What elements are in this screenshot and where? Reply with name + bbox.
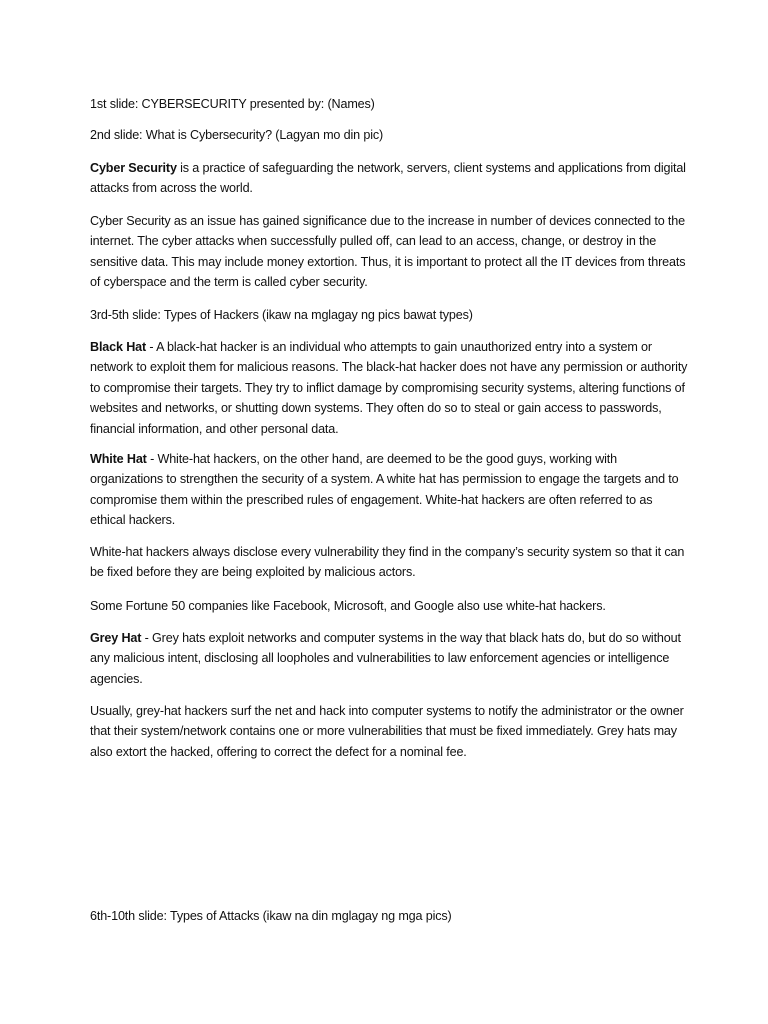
grey-hat-text: - Grey hats exploit networks and computer systems in the way that black hats do, but do so without any malicious intent, disclosing all loopholes and vulnerabilities to law enforcement agencies or intelligence agencies. — [90, 631, 681, 686]
cyber-security-definition — [90, 158, 690, 199]
black-hat-paragraph — [90, 337, 690, 439]
cyber-security-significance: Cyber Security as an issue has gained significance due to the increase in number of devices connected to the internet. The cyber attacks when successfully pulled off, can lead to an access, change, or destroy in the sensitive data. This may include money extortion. Thus, it is important to protect all the IT devices from threats of cyberspace and the term is called cyber security. — [90, 214, 686, 290]
term-black-hat: Black Hat — [90, 340, 147, 354]
fortune-50-note: Some Fortune 50 companies like Facebook, Microsoft, and Google also use white-hat hackers. — [90, 599, 606, 613]
white-hat-disclosure: White-hat hackers always disclose every vulnerability they find in the company’s security system so that it can be fixed before they are being exploited by malicious actors. — [90, 545, 685, 580]
slide-2-note: 2nd slide: What is Cybersecurity? (Lagyan mo din pic) — [90, 128, 384, 142]
white-hat-text: - White-hat hackers, on the other hand, are deemed to be the good guys, working with organizations to strengthen the security of a system. A white hat has permission to engage the targets and to compromise them within the prescribed rules of engagement. White-hat hackers are often referred to as ethical hackers. — [90, 452, 679, 528]
black-hat-text: - A black-hat hacker is an individual who attempts to gain unauthorized entry into a system or network to exploit them for malicious reasons. The black-hat hacker does not have any permission or authority to compromise their targets. They try to inflict damage by compromising security systems, altering functions of websites and networks, or shutting down systems. They often do so to steal or gain access to passwords, financial information, and other personal data. — [90, 340, 688, 436]
grey-hat-paragraph — [90, 628, 690, 689]
slide-1-note: 1st slide: CYBERSECURITY presented by: (Names) — [90, 97, 375, 111]
term-white-hat: White Hat — [90, 452, 147, 466]
slide-3-5-note: 3rd-5th slide: Types of Hackers (ikaw na mglagay ng pics bawat types) — [90, 308, 473, 322]
grey-hat-behavior: Usually, grey-hat hackers surf the net and hack into computer systems to notify the administrator or the owner that their system/network contains one or more vulnerabilities that must be fixed immediately. Grey hats may also extort the hacked, offering to correct the defect for a nominal fee. — [90, 704, 684, 759]
term-grey-hat: Grey Hat — [90, 631, 142, 645]
cyber-security-definition-text: is a practice of safeguarding the network, servers, client systems and applications from digital attacks from across the world. — [90, 161, 686, 196]
term-cyber-security: Cyber Security — [90, 161, 177, 175]
slide-6-10-note: 6th-10th slide: Types of Attacks (ikaw na din mglagay ng mga pics) — [90, 909, 452, 923]
white-hat-paragraph — [90, 449, 690, 531]
